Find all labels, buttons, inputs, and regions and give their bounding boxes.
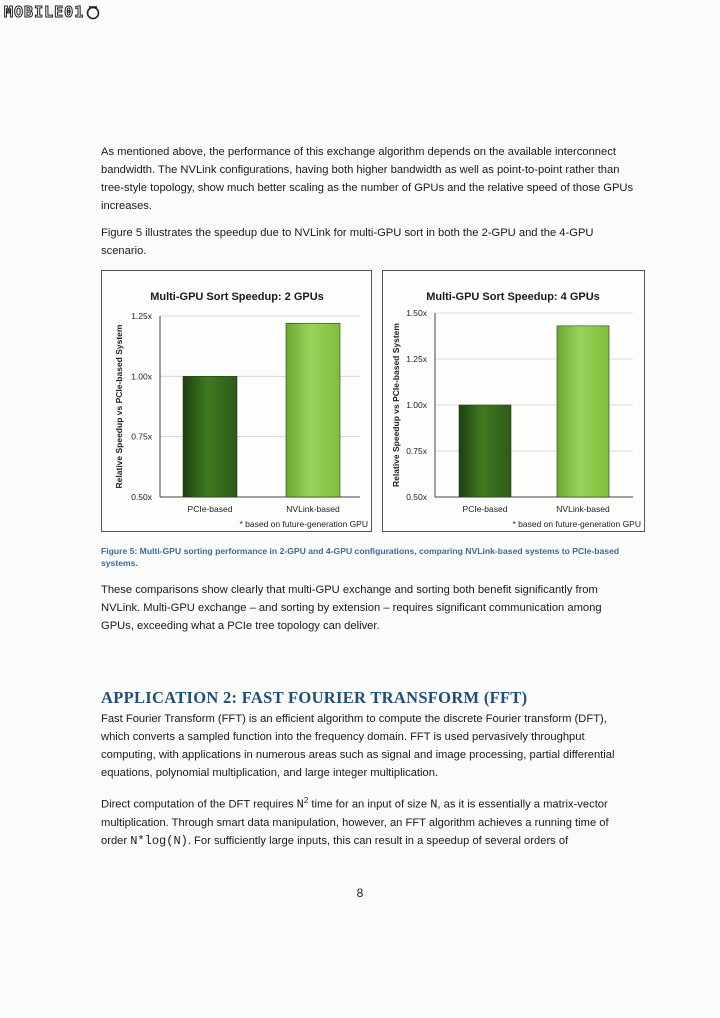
y-axis-label: Relative Speedup vs PCIe-based System — [391, 323, 401, 487]
math-n: N — [430, 797, 438, 812]
chart-footnote: * based on future-generation GPU — [239, 519, 368, 529]
math-nlogn: N*log(N) — [130, 833, 188, 848]
x-category-label: NVLink-based — [286, 504, 340, 514]
page-number: 8 — [356, 886, 364, 900]
bar-pcie-based — [459, 405, 511, 497]
chart-footnote: * based on future-generation GPU — [512, 519, 641, 529]
y-tick-label: 1.25x — [131, 311, 152, 321]
text-run: time for an input of size — [308, 798, 431, 811]
y-tick-label: 1.00x — [406, 400, 427, 410]
section-heading-fft: APPLICATION 2: FAST FOURIER TRANSFORM (FFT) — [101, 688, 528, 707]
y-tick-label: 1.50x — [406, 308, 427, 318]
math-superscript: 2 — [303, 796, 309, 805]
chart-4gpu — [382, 270, 645, 532]
chart-2gpu-canvas — [102, 271, 371, 531]
y-axis-label: Relative Speedup vs PCIe-based System — [114, 324, 124, 489]
watermark-badge-icon — [86, 4, 100, 20]
watermark-logo — [4, 3, 100, 21]
text-run: . For sufficiently large inputs, this can result in a speedup of several orders of — [187, 834, 569, 847]
bar-nvlink-based — [557, 326, 609, 497]
y-tick-label: 0.50x — [406, 492, 427, 502]
text-run: Direct computation of the DFT requires — [101, 798, 297, 811]
chart-4gpu-canvas — [383, 271, 644, 531]
y-tick-label: 1.25x — [406, 354, 427, 364]
paragraph-dft-complexity — [101, 792, 636, 850]
watermark-text: MOBILE01 — [4, 3, 85, 21]
paragraph-exchange-performance: As mentioned above, the performance of this exchange algorithm depends on the available interconnect bandwidth. The NVLink configurations, having both higher bandwidth as well as point-to-point rather than tree-style topology, show much better scaling as the number of GPUs and the relative speed of those GPUs increases. — [101, 146, 634, 212]
bar-nvlink-based — [286, 323, 340, 497]
y-tick-label: 0.75x — [131, 431, 152, 442]
bar-pcie-based — [183, 376, 237, 497]
chart-title: Multi-GPU Sort Speedup: 4 GPUs — [426, 291, 600, 303]
chart-2gpu — [101, 270, 372, 532]
paragraph-comparison-summary: These comparisons show clearly that multi-GPU exchange and sorting both benefit significantly from NVLink. Multi-GPU exchange – and sorting by extension – requires significant communication among GPUs, exceeding what a PCIe tree topology can deliver. — [101, 584, 602, 632]
chart-title: Multi-GPU Sort Speedup: 2 GPUs — [150, 291, 324, 303]
y-tick-label: 0.75x — [406, 446, 427, 456]
y-tick-label: 0.50x — [131, 492, 152, 502]
y-tick-label: 1.00x — [131, 371, 152, 382]
figure-caption: Figure 5: Multi-GPU sorting performance in 2-GPU and 4-GPU configurations, comparing NVLink-based systems to PCIe-based systems. — [101, 546, 620, 568]
paragraph-fft-intro: Fast Fourier Transform (FFT) is an efficient algorithm to compute the discrete Fourier transform (DFT), which converts a sampled function into the frequency domain. FFT is used pervasively throughput computing, with applications in numerous areas such as signal and image processing, partial differential equations, polynomial multiplication, and large integer multiplication. — [101, 713, 615, 779]
x-category-label: NVLink-based — [556, 504, 610, 514]
x-category-label: PCIe-based — [187, 504, 233, 514]
math-n: N — [296, 797, 304, 812]
text-run: , as it is essentially a matrix-vector multiplication. Through smart data manipulation, however, an FFT algorithm achieves a running time of order — [101, 798, 609, 847]
x-category-label: PCIe-based — [462, 504, 508, 514]
paragraph-figure-intro: Figure 5 illustrates the speedup due to NVLink for multi-GPU sort in both the 2-GPU and the 4-GPU scenario. — [101, 227, 594, 257]
